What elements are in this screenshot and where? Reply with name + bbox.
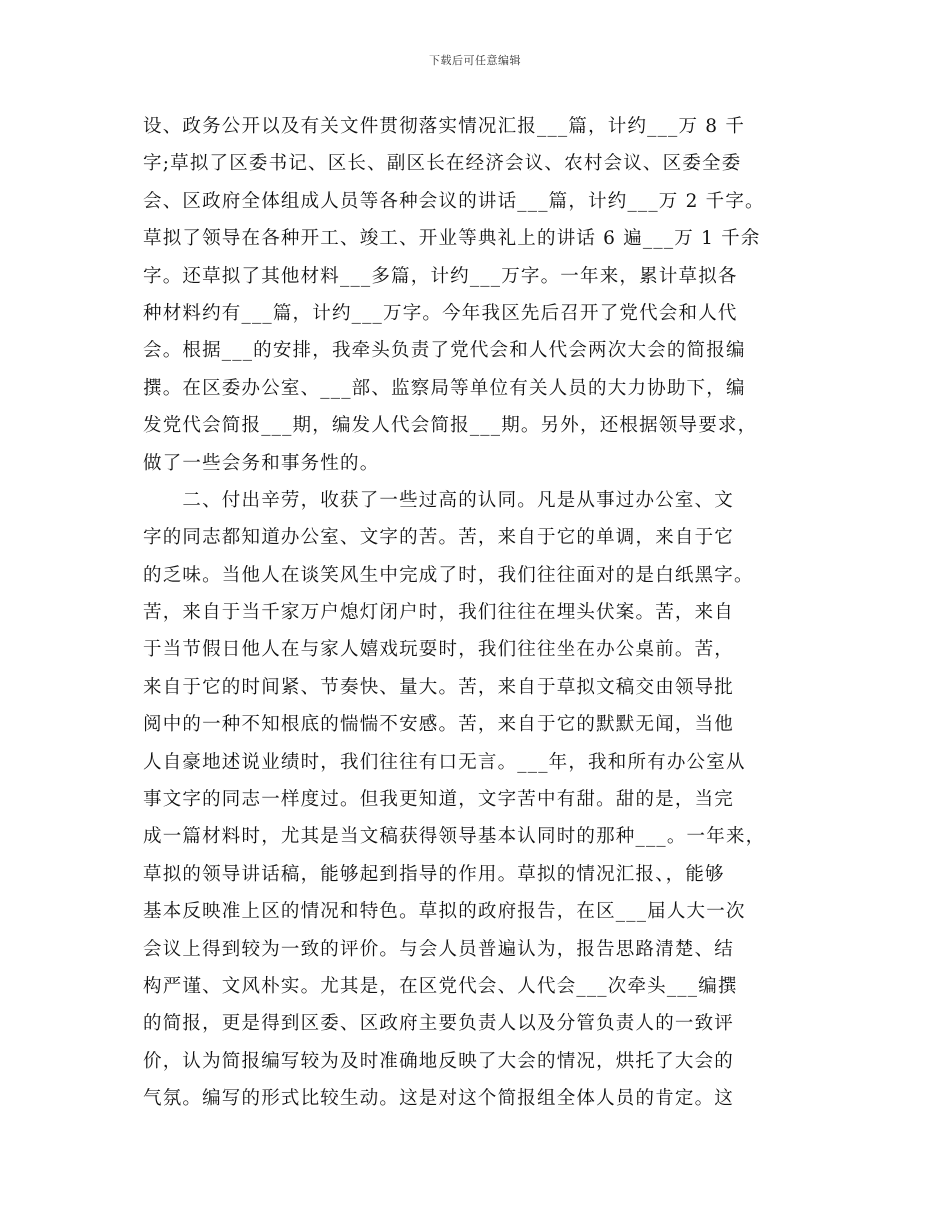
- text-line: 会议上得到较为一致的评价。与会人员普遍认为，报告思路清楚、结: [143, 938, 735, 960]
- text-line: 设、政务公开以及有关文件贯彻落实情况汇报___篇，计约___万 8 千: [143, 116, 746, 137]
- text-line: 种材料约有___篇，计约___万字。今年我区先后召开了党代会和人代: [143, 302, 738, 324]
- page-header: 下载后可任意编辑: [429, 54, 521, 67]
- text-line: 会。根据___的安排，我牵头负责了党代会和人代会两次大会的简报编: [143, 340, 746, 362]
- text-line: 价，认为简报编写较为及时准确地反映了大会的情况，烘托了大会的: [143, 1050, 735, 1072]
- document-body: [143, 108, 813, 1118]
- text-line: 字。还草拟了其他材料___多篇，计约___万字。一年来，累计草拟各: [143, 265, 738, 287]
- paragraph-start-line: 二、付出辛劳，收获了一些过高的认同。凡是从事过办公室、文: [143, 489, 735, 511]
- text-line: 的乏味。当他人在谈笑风生中完成了时，我们往往面对的是白纸黑字。: [143, 564, 754, 586]
- text-line: 构严谨、文风朴实。尤其是，在区党代会、人代会___次牵头___编撰: [143, 975, 738, 997]
- text-line: 字的同志都知道办公室、文字的苦。苦，来自于它的单调，来自于它: [143, 527, 735, 549]
- text-line: 人自豪地述说业绩时，我们往往有口无言。___年，我和所有办公室从: [143, 751, 746, 773]
- text-line: 气氛。编写的形式比较生动。这是对这个简报组全体人员的肯定。这: [143, 1088, 735, 1110]
- text-line: 草拟的领导讲话稿，能够起到指导的作用。草拟的情况汇报、，能够: [143, 863, 725, 885]
- text-line: 事文字的同志一样度过。但我更知道，文字苦中有甜。甜的是，当完: [143, 789, 735, 811]
- text-line: 草拟了领导在各种开工、竣工、开业等典礼上的讲话 6 遍___万 1 千余: [143, 228, 761, 250]
- text-line: 基本反映准上区的情况和特色。草拟的政府报告，在区___届人大一次: [143, 901, 746, 923]
- text-line: 会、区政府全体组成人员等各种会议的讲话___篇，计约___万 2 千字。: [143, 190, 765, 212]
- text-line: 于当节假日他人在与家人嬉戏玩耍时，我们往往坐在办公桌前。苦，: [143, 639, 735, 661]
- text-line: 字;草拟了区委书记、区长、副区长在经济会议、农村会议、区委全委: [143, 153, 742, 175]
- text-line: 发党代会简报___期，编发人代会简报___期。另外，还根据领导要求，: [143, 415, 758, 437]
- text-line: 来自于它的时间紧、节奏快、量大。苦，来自于草拟文稿交由领导批: [143, 676, 735, 698]
- text-line: 阅中的一种不知根底的惴惴不安感。苦，来自于它的默默无闻，当他: [143, 714, 735, 736]
- text-line: 苦，来自于当千家万户熄灯闭户时，我们往往在埋头伏案。苦，来自: [143, 602, 735, 624]
- text-line: 的简报，更是得到区委、区政府主要负责人以及分管负责人的一致评: [143, 1013, 735, 1035]
- text-line: 撰。在区委办公室、___部、监察局等单位有关人员的大力协助下，编: [143, 377, 746, 399]
- text-line: 做了一些会务和事务性的。: [143, 452, 380, 474]
- text-line: 成一篇材料时，尤其是当文稿获得领导基本认同时的那种___。一年来，: [143, 826, 766, 848]
